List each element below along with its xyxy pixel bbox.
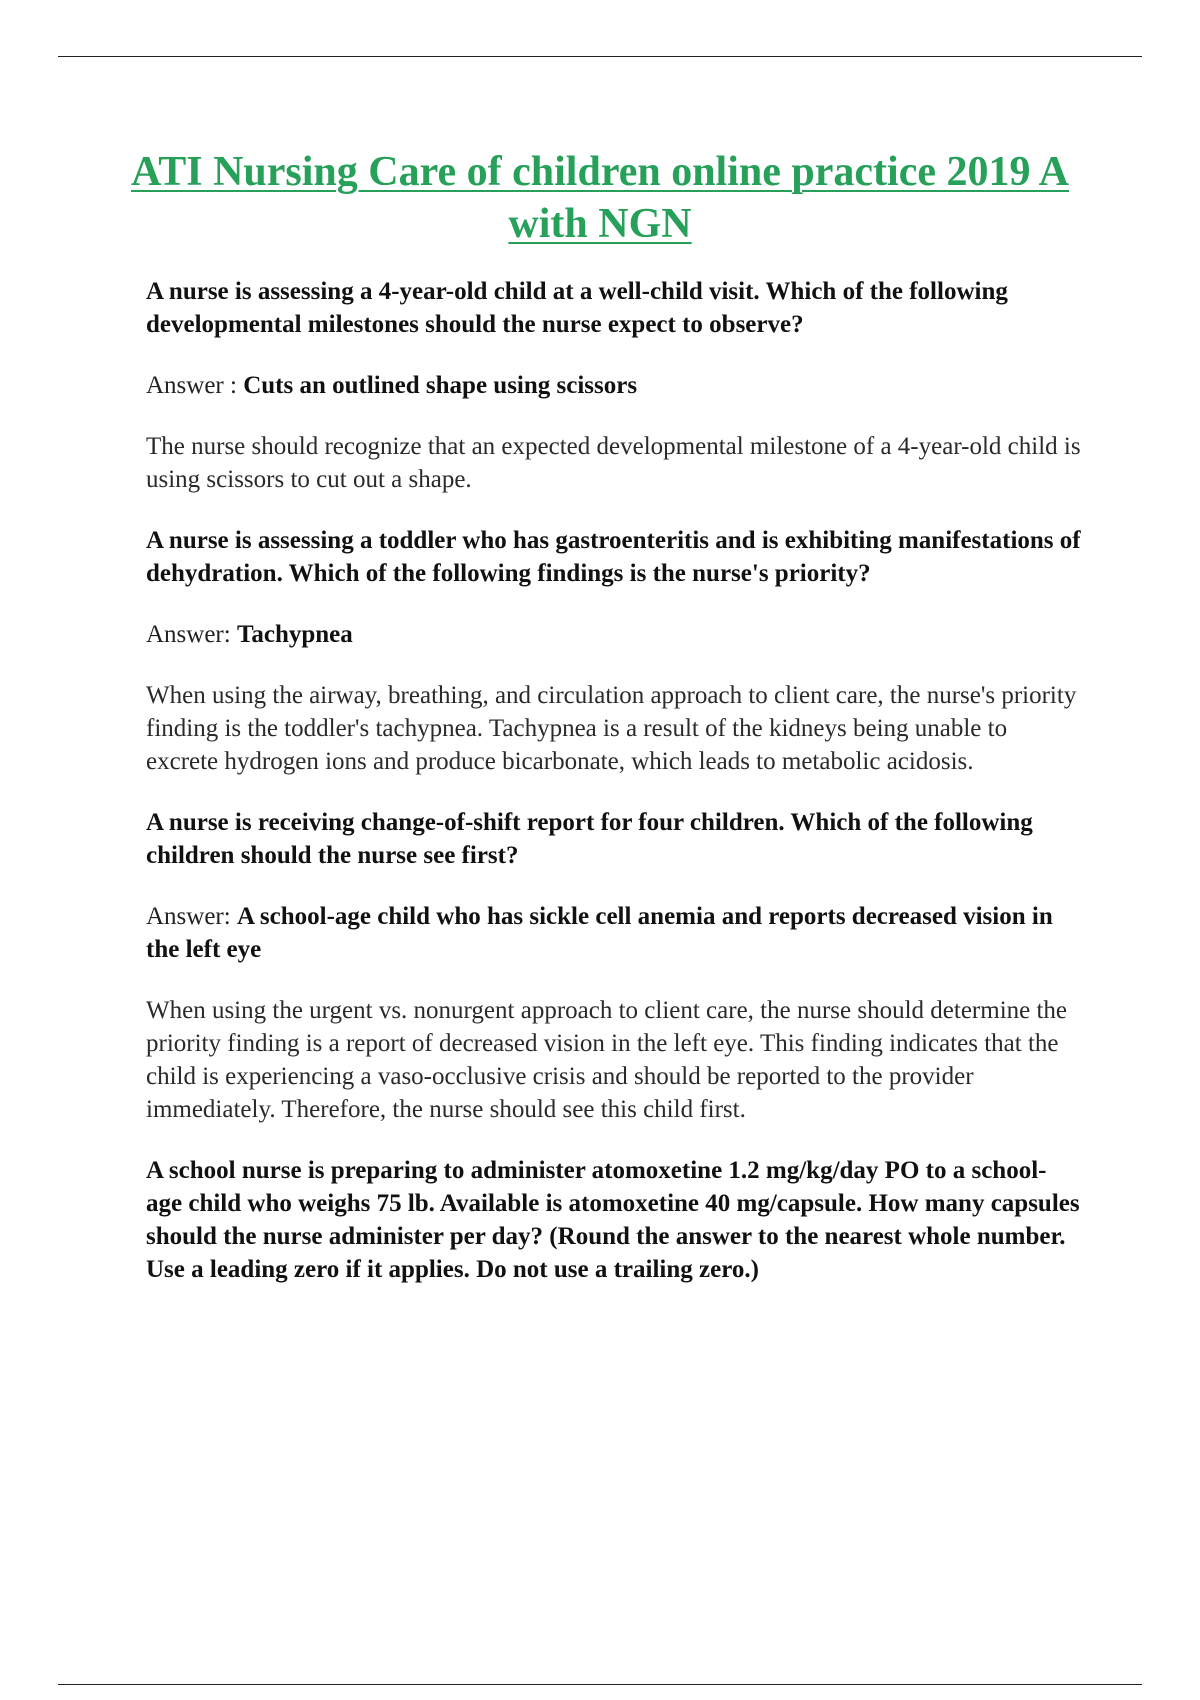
rationale-text: When using the urgent vs. nonurgent approach to client care, the nurse should determine the priority finding is a report of decreased vision in the left eye. This finding indicates that the child is experiencing a vaso-occlusive crisis and should be reported to the provider immediately. Therefore, the nurse should see this child first.: [146, 997, 1068, 1123]
answer-label: Answer :: [146, 372, 244, 399]
question-block-2: [146, 524, 1081, 778]
answer-line: [146, 900, 1081, 966]
rationale-text: The nurse should recognize that an expected developmental milestone of a 4-year-old child is using scissors to cut out a shape.: [146, 433, 1081, 493]
question-block-4: [146, 1154, 1081, 1286]
document-title: ATI Nursing Care of children online practice 2019 A with NGN: [131, 149, 1069, 247]
answer-line: [146, 369, 1081, 402]
question-text: A nurse is assessing a 4-year-old child at a well-child visit. Which of the following developmental milestones should the nurse expect to observe?: [146, 278, 1008, 338]
answer-text: Tachypnea: [236, 621, 353, 648]
answer-label: Answer:: [146, 621, 237, 648]
answer-text: A school-age child who has sickle cell anemia and reports decreased vision in the left eye: [146, 903, 1053, 963]
answer-text: Cuts an outlined shape using scissors: [243, 372, 638, 399]
question-text: A nurse is receiving change-of-shift report for four children. Which of the following children should the nurse see first?: [146, 809, 1033, 869]
question-text: A nurse is assessing a toddler who has gastroenteritis and is exhibiting manifestations of dehydration. Which of the following findings is the nurse's priority?: [146, 527, 1081, 587]
document-body: [146, 275, 1081, 1314]
answer-line: [146, 618, 1081, 651]
question-block-1: [146, 275, 1081, 496]
question-block-3: [146, 806, 1081, 1126]
question-text: A school nurse is preparing to administer atomoxetine 1.2 mg/kg/day PO to a school-age child who weighs 75 lb. Available is atomoxetine 40 mg/capsule. How many capsules should the nurse administer per day? (Round the answer to the nearest whole number. Use a leading zero if it applies. Do not use a trailing zero.): [146, 1157, 1080, 1283]
footer-rule: [58, 1684, 1142, 1685]
rationale-text: When using the airway, breathing, and circulation approach to client care, the nurse's priority finding is the toddler's tachypnea. Tachypnea is a result of the kidneys being unable to excrete hydrogen ions and produce bicarbonate, which leads to metabolic acidosis.: [146, 682, 1077, 775]
answer-label: Answer:: [146, 903, 237, 930]
header-rule: [58, 56, 1142, 57]
